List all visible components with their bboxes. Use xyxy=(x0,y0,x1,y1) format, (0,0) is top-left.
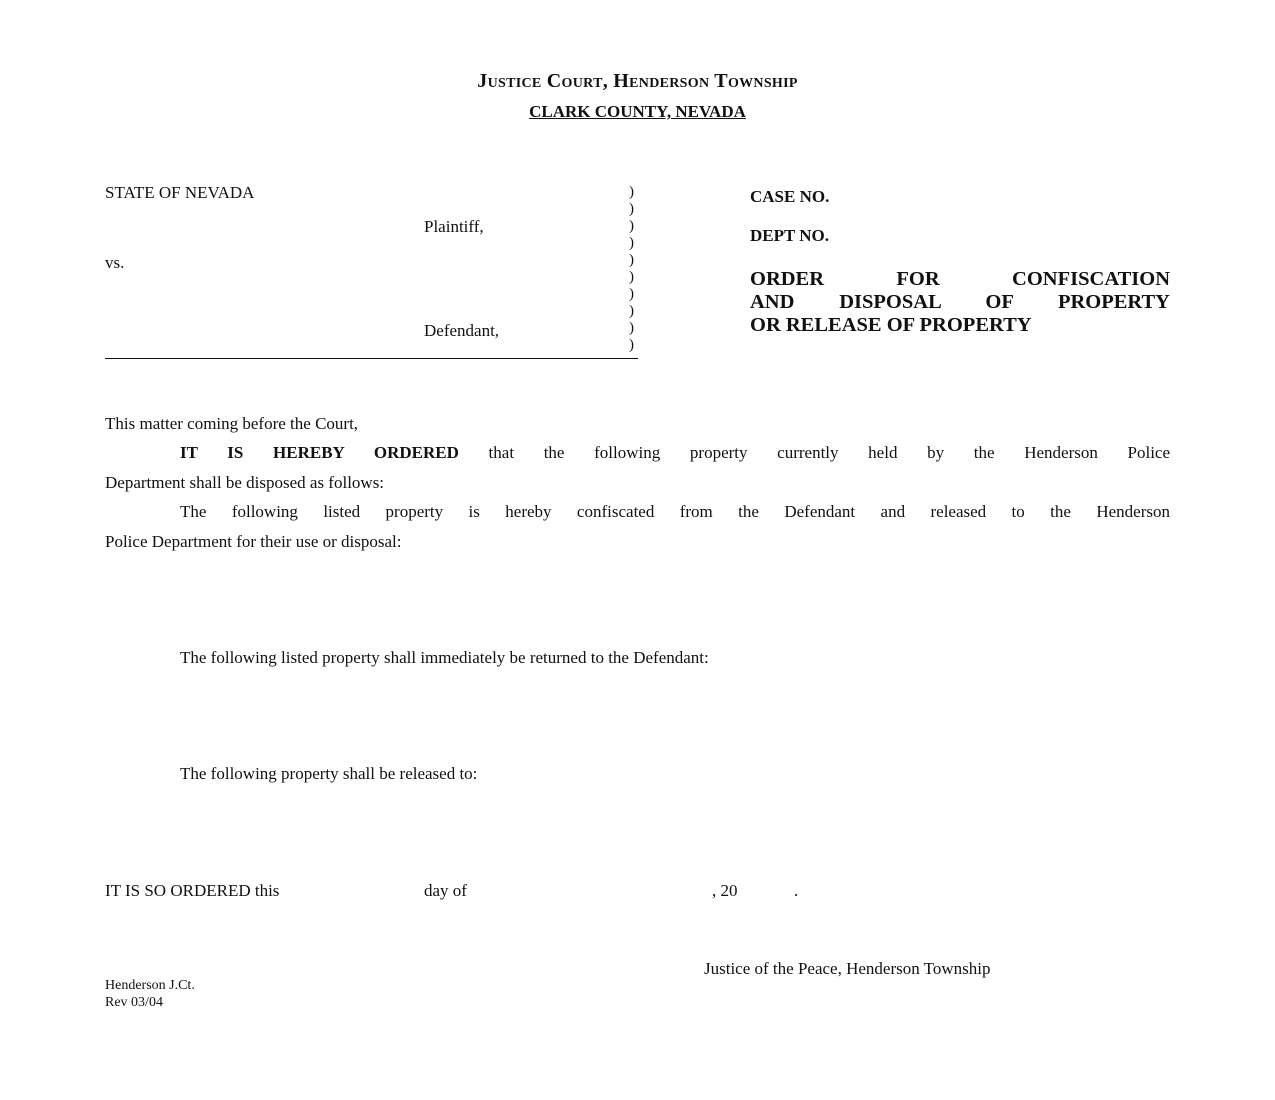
footer-revision: Rev 03/04 xyxy=(105,995,163,1010)
defendant-label: Defendant, xyxy=(424,321,500,340)
paren: ) xyxy=(629,201,634,217)
ordered-paragraph-line1 xyxy=(180,443,1170,463)
court-title: Justice Court, Henderson Township xyxy=(477,70,798,92)
paren: ) xyxy=(629,320,634,336)
paren: ) xyxy=(629,269,634,285)
county-heading xyxy=(0,102,1275,122)
order-title-line: AND DISPOSAL OF PROPERTY xyxy=(750,291,1170,313)
paren: ) xyxy=(629,235,634,251)
county-text: CLARK COUNTY, NEVADA xyxy=(529,102,746,121)
paren: ) xyxy=(629,286,634,302)
dept-no-label: DEPT NO. xyxy=(750,226,830,245)
intro-text: This matter coming before the Court, xyxy=(105,414,359,433)
returned-paragraph: The following listed property shall immediately be returned to the Defendant: xyxy=(180,648,709,667)
order-title xyxy=(750,268,1170,337)
paren: ) xyxy=(629,337,634,353)
paren: ) xyxy=(629,303,634,319)
year-text: , 20 xyxy=(712,881,738,900)
ordered-paragraph-line2: Department shall be disposed as follows: xyxy=(105,473,385,492)
caption-underline xyxy=(105,358,638,359)
period-text: . xyxy=(794,881,799,900)
ordered-rest: that the following property currently held by the Henderson Police xyxy=(458,443,1171,462)
paren: ) xyxy=(629,184,634,200)
so-ordered-text: IT IS SO ORDERED this xyxy=(105,881,280,900)
paren: ) xyxy=(629,218,634,234)
paren: ) xyxy=(629,252,634,268)
order-title-line: OR RELEASE OF PROPERTY xyxy=(750,314,1032,336)
caption-parentheses xyxy=(629,184,641,354)
case-no-label: CASE NO. xyxy=(750,187,830,206)
vs-label: vs. xyxy=(105,253,125,272)
state-label: STATE OF NEVADA xyxy=(105,183,255,202)
plaintiff-label: Plaintiff, xyxy=(424,217,484,236)
ordered-bold: IT IS HEREBY ORDERED xyxy=(180,443,459,462)
footer-court: Henderson J.Ct. xyxy=(105,978,195,993)
justice-signature-label: Justice of the Peace, Henderson Township xyxy=(704,959,991,978)
order-title-line: ORDER FOR CONFISCATION xyxy=(750,268,1170,290)
day-of-text: day of xyxy=(424,881,467,900)
confiscated-paragraph-line2: Police Department for their use or disposal: xyxy=(105,532,402,551)
confiscated-paragraph-line1: The following listed property is hereby confiscated from the Defendant and released to the Henderson xyxy=(180,502,1170,521)
released-paragraph: The following property shall be released to: xyxy=(180,764,478,783)
